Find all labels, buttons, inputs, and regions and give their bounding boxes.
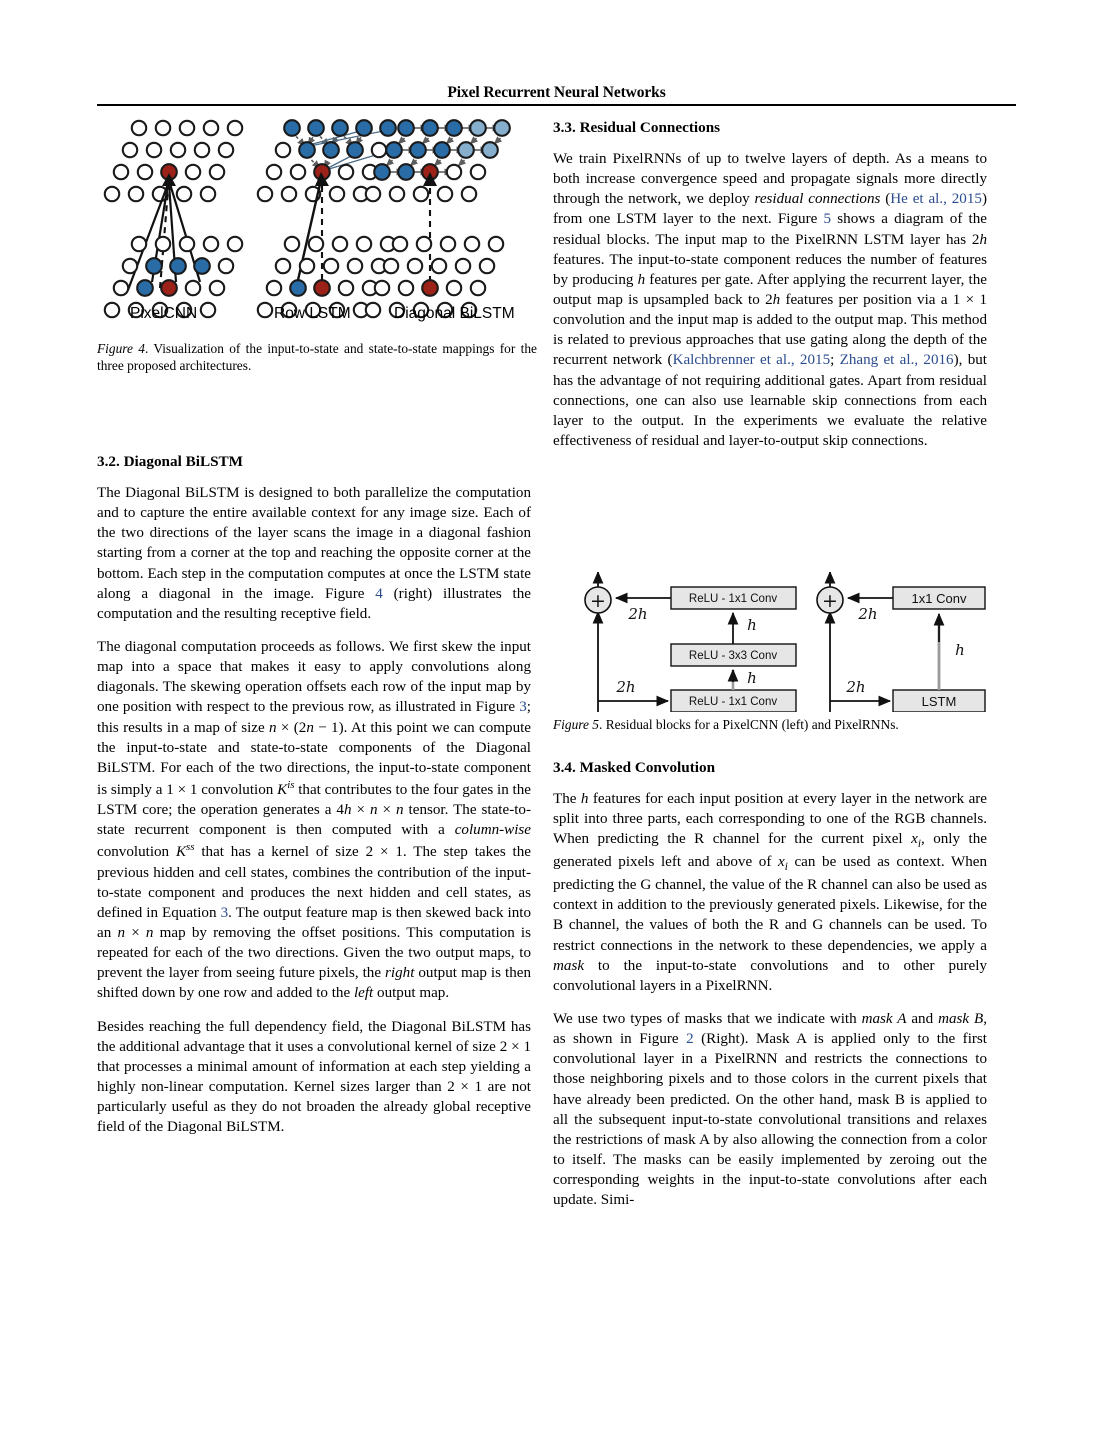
fig5-left-label-h-lower: h (747, 669, 757, 687)
fig5-right-sum-symbol: + (822, 590, 838, 612)
paragraph-3-2-a: The Diagonal BiLSTM is designed to both parallelize the computation and to capture the entire available context for any image size. Each of the two directions of the layer scans the image in a diagonal fashion starting from a corner at the top and reaching the opposite corner at the bottom. Each step in the computation computes at once the LSTM state along a diagonal in the image. Figure 4 (right) illustrates the computation and the resulting receptive field. (97, 485, 531, 622)
right-column-top (553, 118, 987, 451)
figure-4-caption (97, 340, 537, 375)
fig5-right-label-h: h (955, 641, 965, 659)
fig5-left-label-in: 2h (616, 678, 636, 696)
figure-5-caption (553, 716, 987, 733)
fig5-left-box-top-label: ReLU - 1x1 Conv (688, 593, 778, 605)
fig5-right-label-out: 2h (858, 605, 878, 623)
figure-5-caption-text: . Residual blocks for a PixelCNN (left) and PixelRNNs. (599, 717, 899, 732)
fig5-right-label-in: 2h (846, 678, 866, 696)
figure-4-number: Figure 4 (97, 341, 145, 356)
ref-figure-4[interactable]: 4 (375, 585, 383, 602)
ref-figure-2[interactable]: 2 (686, 1031, 694, 1048)
ref-he-2015[interactable]: He et al., 2015 (890, 191, 982, 208)
heading-3-2: 3.2. Diagonal BiLSTM (97, 453, 243, 470)
fig5-right-box-top-label: 1x1 Conv (911, 591, 967, 606)
ref-figure-3[interactable]: 3 (519, 699, 527, 716)
fig4-label-diagonal-bilstm: Diagonal BiLSTM (394, 305, 515, 322)
ref-equation-3[interactable]: 3 (220, 904, 229, 921)
fig5-left-sum-symbol: + (590, 590, 606, 612)
ref-kalchbrenner-2015[interactable]: Kalchbrenner et al., 2015 (672, 352, 831, 369)
fig4-label-row-lstm: Row LSTM (274, 305, 351, 322)
ref-figure-5[interactable]: 5 (823, 211, 832, 228)
fig4-panel-diagonal-bilstm (366, 120, 510, 317)
fig5-pixelrnn-block (817, 572, 985, 712)
ref-zhang-2016[interactable]: Zhang et al., 2016 (839, 352, 954, 369)
fig5-left-box-mid-label: ReLU - 3x3 Conv (688, 650, 778, 662)
left-column-body (97, 452, 531, 1137)
heading-3-4: 3.4. Masked Convolution (553, 759, 716, 776)
fig5-left-label-h-upper: h (747, 616, 757, 634)
paragraph-3-2-c: Besides reaching the full dependency field, the Diagonal BiLSTM has the additional advantage that it uses a convolutional kernel of size 2 × 1 that processes a minimal amount of information at each step yielding a highly non-linear computation. Kernel sizes larger than 2 × 1 are not particularly useful as they do not broaden the already global receptive field of the Diagonal BiLSTM. (97, 1018, 532, 1136)
fig4-label-pixelcnn: PixelCNN (130, 305, 198, 322)
figure-4-caption-text: . Visualization of the input-to-state and state-to-state mappings for the three proposed architectures. (97, 341, 537, 374)
fig5-pixelcnn-block (585, 572, 796, 712)
running-header: Pixel Recurrent Neural Networks (447, 84, 666, 101)
figure-4-labels (97, 305, 537, 327)
right-column-bottom (553, 758, 987, 1210)
pixelcnn-top-plane (105, 121, 242, 201)
header-rule (97, 104, 1016, 106)
paragraph-3-3: We train PixelRNNs of up to twelve layers of depth. As a means to both increase convergence speed and propagate signals more directly through the network, we deploy residual connections (He et al., 2015) from one LSTM layer to the next. Figure 5 shows a diagram of the residual blocks. The input map to the PixelRNN LSTM layer has 2h features. The input-to-state component reduces the number of features by producing h features per gate. After applying the recurrent layer, the output map is upsampled back to 2h features per position via a 1 × 1 convolution and the input map is added to the output map. This method is related to previous approaches that use gating along the depth of the recurrent network (Kalchbrenner et al., 2015; Zhang et al., 2016), but has the advantage of not requiring additional gates. Apart from residual connections, one can also use learnable skip connections from each layer to the output. In the experiments we evaluate the relative effectiveness of residual and layer-to-output skip connections. (553, 151, 987, 449)
heading-3-3: 3.3. Residual Connections (553, 119, 721, 136)
fig5-left-label-out: 2h (628, 605, 648, 623)
fig5-right-box-bottom-label: LSTM (921, 694, 957, 709)
paragraph-3-4-b: We use two types of masks that we indicate with mask A and mask B, as shown in Figure 2 (Right). Mask A is applied only to the first convolutional layer in a PixelRNN and restricts the connections to those neighboring pixels and to those colors in the current pixels that have already been predicted. On the other hand, mask B is applied to all the subsequent input-to-state convolutional transitions and relaxes the restrictions of mask A by also allowing the connection from a color to itself. The masks can be easily implemented by zeroing out the corresponding weights in the input-to-state convolutions after each update. Simi- (553, 1010, 987, 1209)
fig5-left-box-bottom-label: ReLU - 1x1 Conv (688, 696, 778, 708)
fig4-panel-pixelcnn (105, 121, 242, 317)
figure-5-number: Figure 5 (553, 717, 599, 732)
paragraph-3-4-a: The h features for each input position at every layer in the network are split into three parts, each corresponding to one of the RGB channels. When predicting the R channel for the current pixel $x_i$, only the generated pixels left and above of $x_i$ can be used as context. When predicting the G channel, the value of the R channel can also be used as context in addition to the previously generated pixels. Likewise, for the B channel, the values of both the R and G channels can be used. To restrict connections in the network to these dependencies, we apply a mask to the input-to-state convolutions and to other purely convolutional layers in a PixelRNN. (553, 791, 987, 994)
figure-5-diagram (556, 572, 986, 712)
paragraph-3-2-b: The diagonal computation proceeds as follows. We first skew the input map into a space that makes it easy to apply convolutions along diagonals. The skewing operation offsets each row of the input map by one position with respect to the previous row, as illustrated in Figure 3; this results in a map of size n × (2n − 1). At this point we can compute the input-to-state and state-to-state components of the Diagonal BiLSTM. For each of the two directions, the input-to-state component is simply a 1 × 1 convolution $K^{is}$ that contributes to the four gates in the LSTM core; the operation generates a 4h × n × n tensor. The state-to-state recurrent component is then computed with a column-wise convolution $K^{ss}$ that has a kernel of size 2 × 1. The step takes the previous hidden and cell states, combines the contribution of the input-to-state component and produces the next hidden and cell states, as defined in Equation 3. The output feature map is then skewed back into an n × n map by removing the offset positions. This computation is repeated for each of the two directions. Given the two output maps, to prevent the layer from seeing future pixels, the right output map is then shifted down by one row and added to the left output map. (97, 638, 532, 1002)
